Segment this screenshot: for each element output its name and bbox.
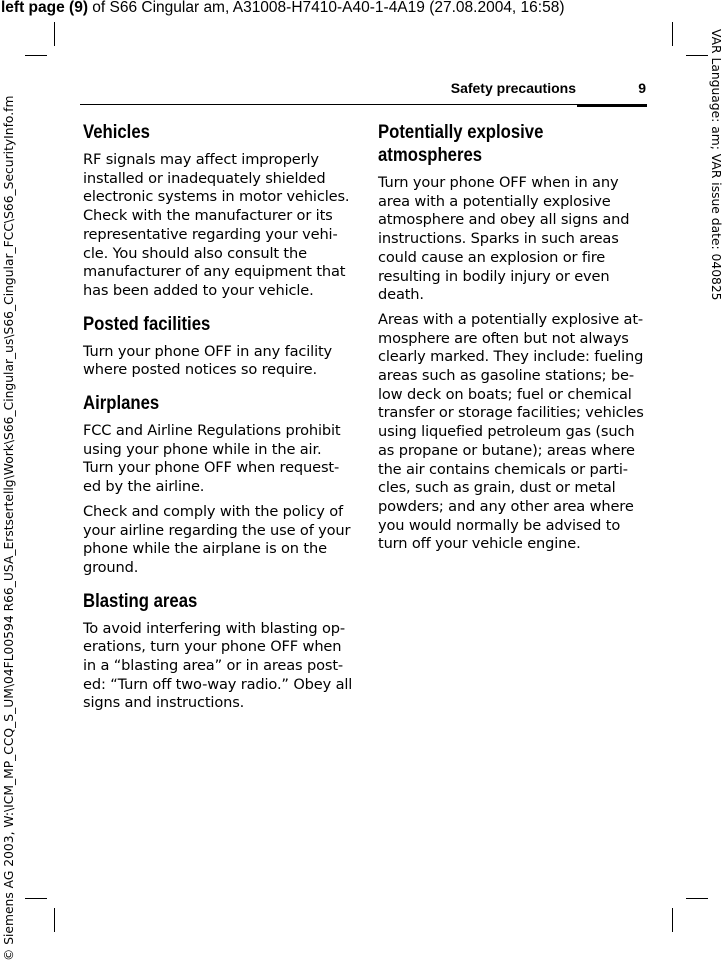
crop-mark (54, 908, 55, 932)
left-column (83, 121, 353, 725)
section-heading: Posted facilities (83, 313, 211, 335)
var-info: VAR Language: am; VAR issue date: 040825 (709, 29, 723, 301)
section-heading: Airplanes (83, 393, 160, 415)
running-header (80, 78, 647, 105)
section-vehicles (83, 121, 353, 301)
slug-bold: left page (9) (1, 0, 88, 16)
section-paragraph: To avoid interfering with blasting op-erations, turn your phone OFF when in a “blasting area” or in areas post-ed: “Turn off two-way radio.” Obey all signs and instructions. (83, 619, 353, 712)
header-rule (577, 104, 647, 107)
section-paragraph: Turn your phone OFF when in any area with a potentially explosive atmosphere and obey all signs and instructions. Sparks in such areas could cause an explosion or fire resulting in bodily injury or even death. (378, 174, 630, 304)
print-slug (1, 0, 565, 17)
crop-mark (672, 908, 673, 932)
section-paragraph: Turn your phone OFF in any facility where posted notices so require. (83, 342, 333, 379)
section-blasting-areas (83, 590, 353, 714)
slug-rest: of S66 Cingular am, A31008-H7410-A40-1-4A19 (27.08.2004, 16:58) (87, 0, 565, 16)
crop-mark (54, 22, 55, 46)
section-heading: Vehicles (83, 122, 150, 143)
header-title: Safety precautions (450, 80, 576, 96)
copyright-path: © Siemens AG 2003, W:\ICM_MP_CCQ_S_UM\04FL00594 R66_USA_Erstsertellg\Work\S66_Cingular_us\S66_Cingular_FCC\S66_SecurityInfo.fm (2, 95, 16, 961)
section-paragraph: Areas with a potentially explosive at-mosphere are often but not always clearly marked. They include: fueling areas such as gasoline stations; be-low deck on boats; fuel or chemical transfer or storage facilities; vehicles using liquefied petroleum gas (such as propane or butane); areas where the air contains chemicals or parti-cles, such as grain, dust or metal powders; and any other area where you would normally be advised to turn off your vehicle engine. (378, 310, 644, 553)
crop-mark (672, 22, 673, 46)
section-heading: Blasting areas (83, 590, 198, 612)
section-posted-facilities (83, 313, 353, 380)
section-paragraph: FCC and Airline Regulations prohibit using your phone while in the air. Turn your phone OFF when request-ed by the airline. (83, 422, 341, 496)
page-number: 9 (638, 80, 646, 96)
section-paragraph: RF signals may affect improperly installed or inadequately shielded electronic systems in motor vehicles. Check with the manufacturer or its representative regarding your vehi-cle. You should also consult the manufacturer of any equipment that has been added to your vehicle. (83, 151, 350, 299)
section-explosive-atmospheres (378, 121, 648, 554)
section-airplanes (83, 392, 353, 578)
crop-mark (25, 898, 47, 899)
crop-mark (686, 898, 708, 899)
section-paragraph: Check and comply with the policy of your airline regarding the use of your phone while the airplane is on the ground. (83, 502, 351, 576)
section-heading: Potentially explosive atmospheres (378, 122, 544, 166)
crop-mark (686, 55, 708, 56)
crop-mark (25, 55, 47, 56)
right-column (378, 121, 648, 566)
